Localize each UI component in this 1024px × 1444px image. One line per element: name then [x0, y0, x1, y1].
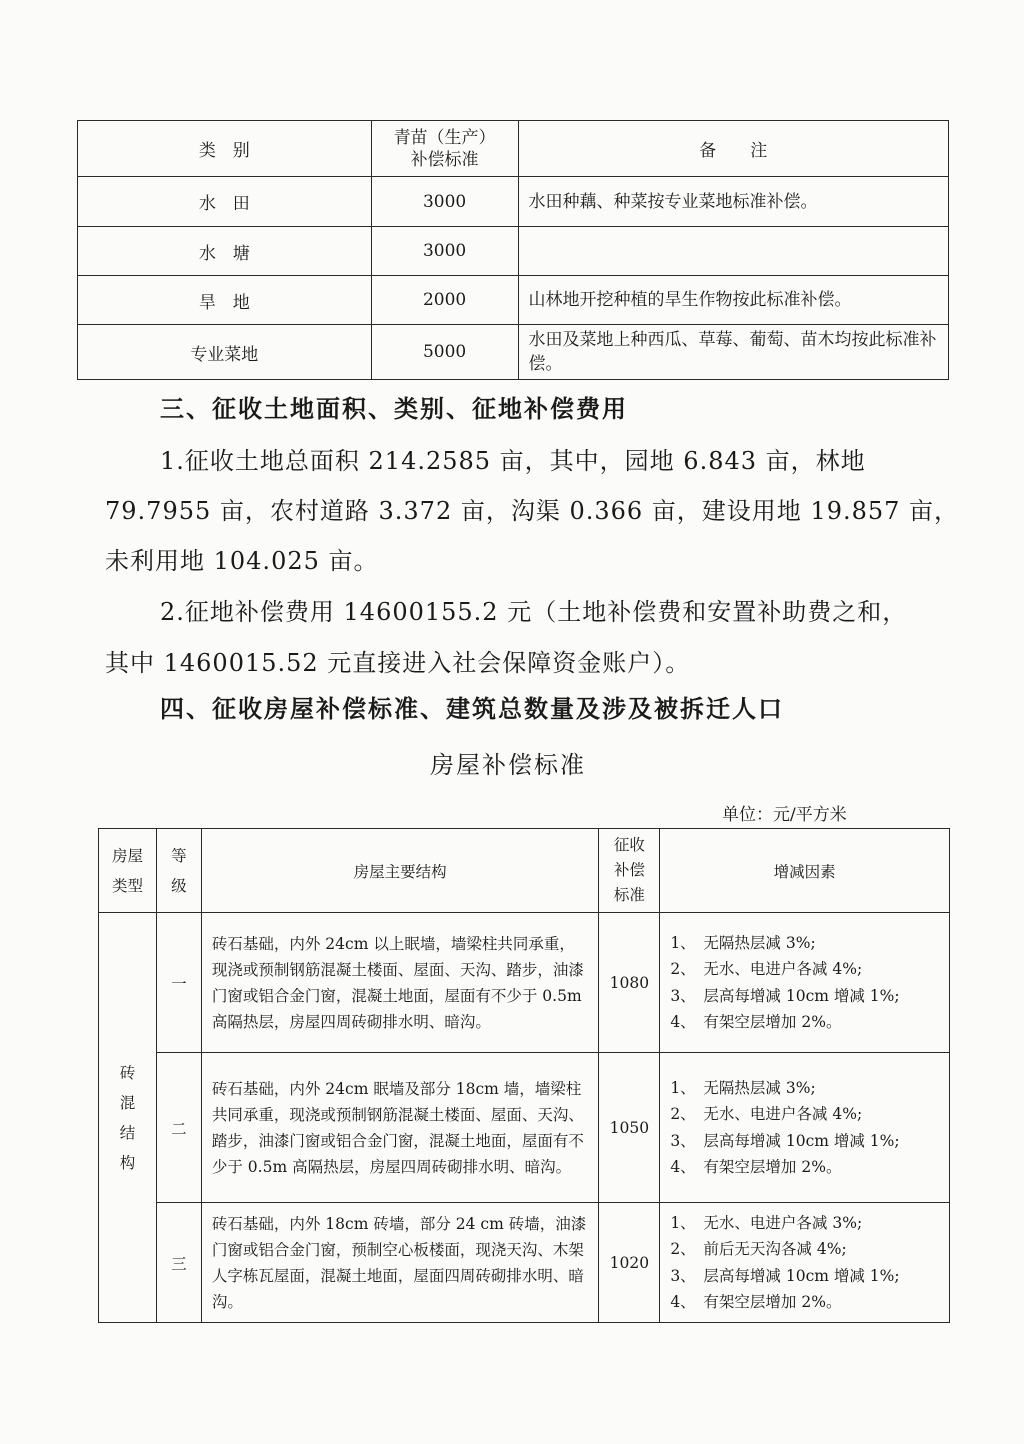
house-type-char: 结 — [119, 1123, 136, 1142]
house-type-char: 砖 — [119, 1063, 136, 1082]
section4-heading: 四、征收房屋补偿标准、建筑总数量及涉及被拆迁人口 — [160, 694, 784, 723]
section3-heading: 三、征收土地面积、类别、征地补偿费用 — [160, 394, 628, 423]
factor-item: 3、 层高每增减 10cm 增减 1%; — [670, 1131, 900, 1150]
grade-cell: 一 — [156, 913, 201, 1053]
standard-cell: 1080 — [599, 913, 660, 1053]
header-grade — [156, 829, 201, 913]
header-standard — [599, 829, 660, 913]
house-compensation-table — [98, 828, 950, 1323]
section3-paragraph2-line2: 其中 1460015.52 元直接进入社会保障资金账户）。 — [105, 649, 691, 677]
table-row — [78, 227, 949, 276]
header-standard-line1: 青苗（生产） — [393, 127, 496, 148]
factors-cell — [660, 1203, 950, 1323]
factors-cell — [660, 1053, 950, 1203]
section3-paragraph2-line1: 2.征地补偿费用 14600155.2 元（土地补偿费和安置补助费之和， — [160, 598, 908, 626]
standard-cell: 1020 — [599, 1203, 660, 1323]
table-row — [99, 913, 950, 1053]
header-standard-l2: 补偿 — [613, 861, 645, 879]
row-category: 水 田 — [78, 177, 372, 227]
header-standard-l1: 征收 — [613, 836, 645, 854]
row-value: 5000 — [371, 325, 518, 380]
factor-item: 4、 有架空层增加 2%。 — [670, 1013, 842, 1031]
row-category: 旱 地 — [78, 276, 372, 325]
header-house-type — [99, 829, 157, 913]
factor-item: 1、 无隔热层减 3%; — [670, 933, 816, 952]
row-value: 3000 — [371, 227, 518, 276]
header-standard-line2: 补偿标准 — [410, 149, 479, 170]
row-remark — [518, 227, 949, 276]
factor-item: 2、 无水、电进户各减 4%; — [670, 1105, 863, 1123]
header-house-type-l2: 类型 — [111, 876, 143, 895]
table-row — [99, 1203, 950, 1323]
header-category: 类 别 — [78, 121, 372, 177]
row-category: 水 塘 — [78, 227, 372, 276]
section3-paragraph1-line2: 79.7955 亩，农村道路 3.372 亩，沟渠 0.366 亩，建设用地 19.857 亩， — [105, 497, 960, 525]
table-header-row — [78, 121, 949, 177]
header-standard — [371, 121, 518, 177]
factor-item: 1、 无水、电进户各减 3%; — [670, 1213, 863, 1232]
section3-paragraph1-line1: 1.征收土地总面积 214.2585 亩，其中，园地 6.843 亩，林地 — [160, 447, 866, 475]
house-table-title-text: 房屋补偿标准 — [430, 751, 586, 779]
header-house-type-l1: 房屋 — [111, 846, 143, 865]
table-header-row — [99, 829, 950, 913]
row-remark: 水田及菜地上种西瓜、草莓、葡萄、苗木均按此标准补偿。 — [518, 325, 949, 380]
house-type-cell — [99, 913, 157, 1323]
factor-item: 4、 有架空层增加 2%。 — [670, 1158, 842, 1176]
factor-item: 1、 无隔热层减 3%; — [670, 1078, 816, 1097]
factor-item: 4、 有架空层增加 2%。 — [670, 1293, 842, 1311]
grade-cell: 二 — [156, 1053, 201, 1203]
table-row — [78, 276, 949, 325]
table-row — [78, 325, 949, 380]
factor-item: 3、 层高每增减 10cm 增减 1%; — [670, 1266, 900, 1285]
house-type-char: 混 — [119, 1093, 136, 1112]
standard-cell: 1050 — [599, 1053, 660, 1203]
header-remark: 备 注 — [518, 121, 949, 177]
row-value: 2000 — [371, 276, 518, 325]
factor-item: 3、 层高每增减 10cm 增减 1%; — [670, 986, 900, 1005]
factor-item: 2、 无水、电进户各减 4%; — [670, 960, 863, 978]
header-grade-l2: 级 — [171, 876, 187, 895]
header-standard-l3: 标准 — [613, 886, 645, 904]
crop-compensation-table — [77, 120, 949, 380]
table-row — [78, 177, 949, 227]
header-grade-l1: 等 — [171, 846, 187, 865]
row-value: 3000 — [371, 177, 518, 227]
row-category: 专业菜地 — [78, 325, 372, 380]
unit-label: 单位：元/平方米 — [722, 805, 847, 825]
house-table-title — [0, 745, 1024, 780]
house-type-char: 构 — [119, 1153, 136, 1172]
structure-cell: 砖石基础，内外 24cm 眠墙及部分 18cm 墙，墙梁柱共同承重，现浇或预制钢筋混凝土楼面、屋面、天沟、踏步，油漆门窗或铝合金门窗，混凝土地面，屋面有不少于 0.5m 高隔热层，房屋四周砖砌排水明、暗沟。 — [201, 1053, 598, 1203]
table-row — [99, 1053, 950, 1203]
structure-cell: 砖石基础，内外 18cm 砖墙，部分 24 cm 砖墙，油漆门窗或铝合金门窗，预制空心板楼面，现浇天沟、木架人字栋瓦屋面，混凝土地面，屋面四周砖砌排水明、暗沟。 — [201, 1203, 598, 1323]
header-factors: 增减因素 — [660, 829, 950, 913]
factor-item: 2、 前后无天沟各减 4%; — [670, 1240, 847, 1258]
factors-cell — [660, 913, 950, 1053]
section3-paragraph1-line3: 未利用地 104.025 亩。 — [105, 547, 379, 575]
row-remark: 水田种藕、种菜按专业菜地标准补偿。 — [518, 177, 949, 227]
header-structure: 房屋主要结构 — [201, 829, 598, 913]
grade-cell: 三 — [156, 1203, 201, 1323]
row-remark: 山林地开挖种植的旱生作物按此标准补偿。 — [518, 276, 949, 325]
structure-cell: 砖石基础，内外 24cm 以上眠墙，墙梁柱共同承重，现浇或预制钢筋混凝土楼面、屋面、天沟、踏步，油漆门窗或铝合金门窗，混凝土地面，屋面有不少于 0.5m 高隔热层，房屋四周砖砌排水明、暗沟。 — [201, 913, 598, 1053]
